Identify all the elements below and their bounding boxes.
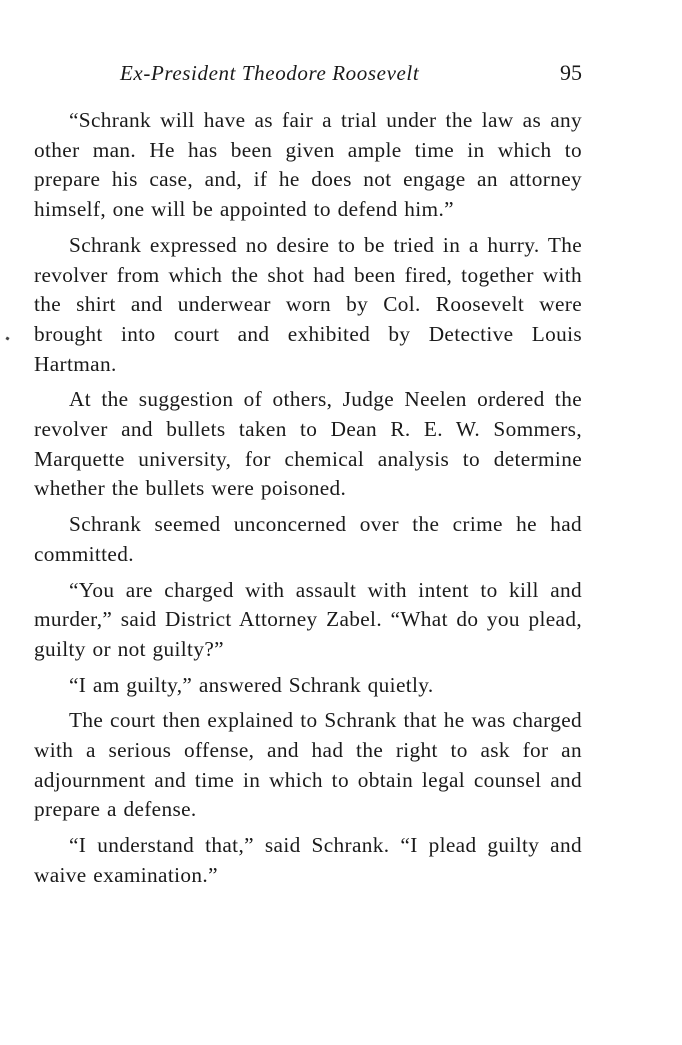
paragraph-court-explains: The court then explained to Schrank that he was charged with a serious offense, and had the right to ask for an adjournment and time in which to obtain legal counsel and prepare a defense.: [34, 708, 582, 822]
running-title: Ex-President Theodore Roosevelt: [120, 61, 420, 85]
paragraph-trial-fairness: “Schrank will have as fair a trial under the law as any other man. He has been given ample time in which to prepare his case, and, if he does not engage an attorney himself, one will be appointed to defend him.”: [34, 108, 582, 222]
paragraph-evidence-exhibited: Schrank expressed no desire to be tried in a hurry. The revolver from which the shot had been fired, together with the shirt and underwear worn by Col. Roosevelt were brought into court and exhibited by Detective Louis Hartman.: [34, 232, 582, 376]
paragraph-charge: “You are charged with assault with intent to kill and murder,” said District Attorney Zabel. “What do you plead, guilty or not guilty?”: [34, 577, 582, 661]
paragraph-guilty-plea: “I am guilty,” answered Schrank quietly.: [69, 672, 434, 697]
page-number: 95: [560, 60, 582, 85]
page-header: [34, 58, 582, 94]
margin-speck: [5, 336, 9, 340]
body-text: [34, 106, 582, 891]
paragraph-waive-examination: “I understand that,” said Schrank. “I plead guilty and waive examination.”: [34, 833, 582, 887]
paragraph-unconcerned: Schrank seemed unconcerned over the crime he had committed.: [34, 512, 582, 566]
paragraph-chemical-analysis: At the suggestion of others, Judge Neelen ordered the revolver and bullets taken to Dean R. E. W. Sommers, Marquette university, for chemical analysis to determine whether the bullets were poisoned.: [34, 387, 582, 501]
book-page: [34, 58, 582, 897]
